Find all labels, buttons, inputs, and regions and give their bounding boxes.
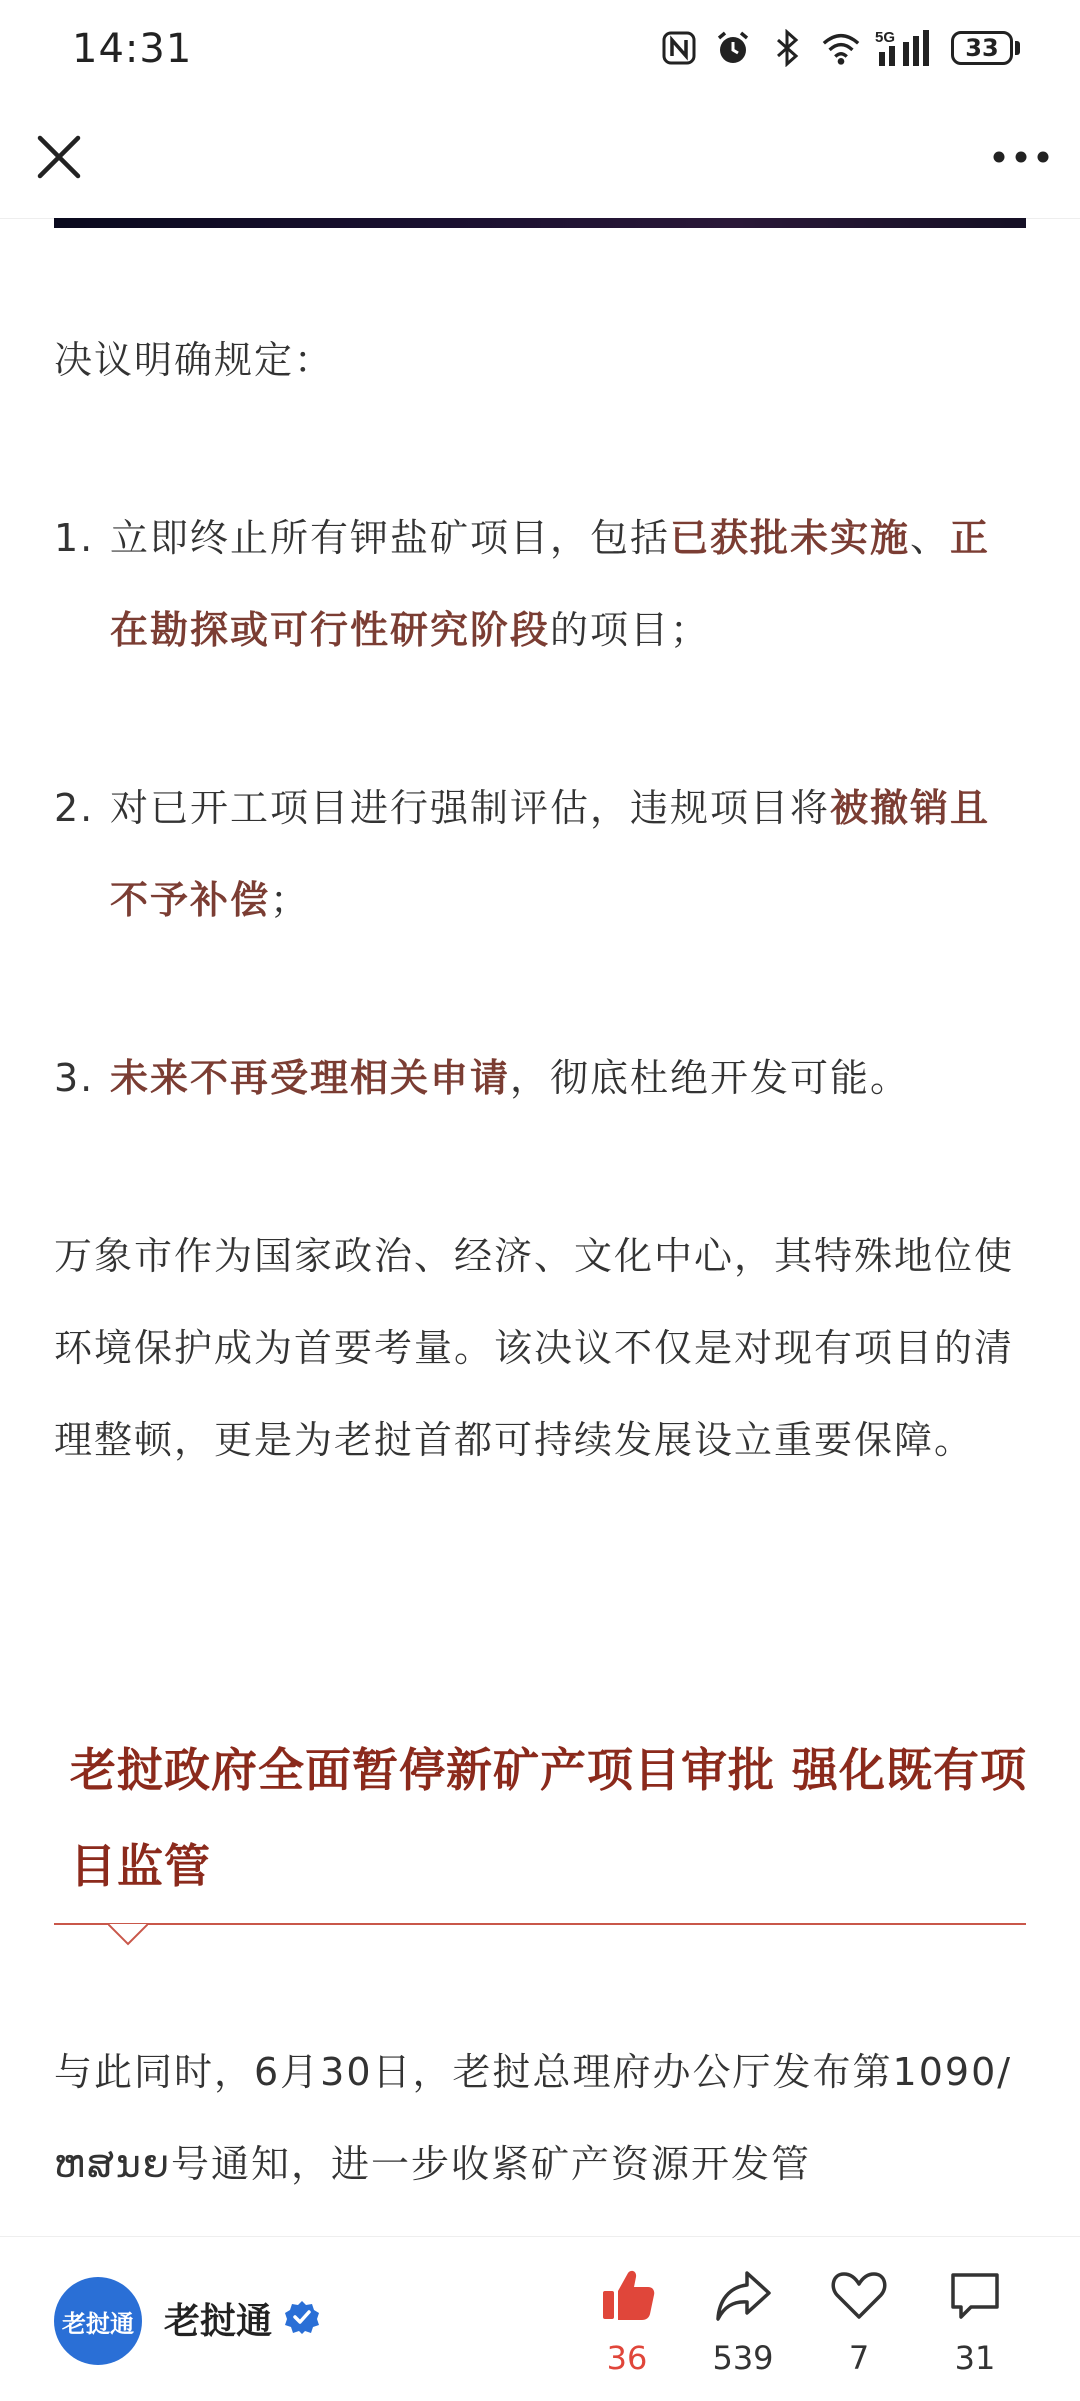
comment-icon <box>945 2265 1005 2325</box>
list-item-text <box>110 1032 1026 1124</box>
list-number: 3. <box>54 1056 95 1100</box>
alarm-icon <box>713 28 753 68</box>
list-number: 1. <box>54 516 95 560</box>
account-name[interactable]: 老挝通 <box>164 2301 273 2342</box>
network-type-label: 5G <box>875 29 896 46</box>
bluetooth-icon <box>767 28 807 68</box>
like-button[interactable] <box>582 2265 672 2377</box>
section-heading: 老挝政府全面暂停新矿产项目审批 强化既有项目监管 <box>70 1743 1028 1893</box>
nfc-icon <box>659 28 699 68</box>
bottom-action-bar <box>0 2236 1080 2401</box>
close-icon <box>28 126 90 188</box>
account-avatar[interactable]: 老挝通 <box>54 2277 142 2365</box>
share-button[interactable] <box>698 2265 788 2377</box>
intro-paragraph: 决议明确规定： <box>54 338 335 382</box>
highlighted-text: 已获批未实施 <box>670 516 911 560</box>
comment-count: 31 <box>954 2339 996 2377</box>
list-text-segment: ，彻底杜绝开发可能。 <box>510 1056 911 1100</box>
close-button[interactable] <box>28 126 90 188</box>
article-image-bottom-edge <box>54 218 1026 228</box>
status-icons <box>659 28 1020 68</box>
list-text-segment: 对已开工项目进行强制评估，违规项目将 <box>110 786 831 830</box>
battery-level: 33 <box>951 31 1013 65</box>
thumbs-up-icon <box>597 2265 657 2325</box>
body-paragraph-2: 与此同时，6月30日，老挝总理府办公厅发布第1090/ຫສນຍ号通知，进一步收紧矿产资源开发管 <box>54 2050 1013 2186</box>
more-button[interactable] <box>988 126 1054 188</box>
highlighted-text: 被撤销且不予补偿 <box>110 786 991 922</box>
signal-icon <box>875 28 937 68</box>
top-bar <box>0 100 1080 219</box>
list-text-segment: ； <box>270 878 311 922</box>
share-count: 539 <box>712 2339 774 2377</box>
list-text-segment: 、 <box>910 516 951 560</box>
list-number: 2. <box>54 786 95 830</box>
battery-tip <box>1015 41 1020 55</box>
list-item-text <box>110 762 1026 946</box>
comment-button[interactable] <box>930 2265 1020 2377</box>
share-icon <box>713 2265 773 2325</box>
status-time: 14:31 <box>72 26 193 72</box>
section-divider <box>54 1923 1026 1925</box>
body-paragraph: 万象市作为国家政治、经济、文化中心，其特殊地位使环境保护成为首要考量。该决议不仅是对现有项目的清理整顿，更是为老挝首都可持续发展设立重要保障。 <box>54 1234 1015 1462</box>
favorite-button[interactable] <box>814 2265 904 2377</box>
list-text-segment: 立即终止所有钾盐矿项目，包括 <box>110 516 671 560</box>
highlighted-text: 正在勘探或可行性研究阶段 <box>110 516 991 652</box>
divider-notch-icon <box>108 1924 148 1946</box>
list-item-1 <box>54 492 1026 676</box>
highlighted-text: 未来不再受理相关申请 <box>110 1056 511 1100</box>
like-count: 36 <box>606 2339 648 2377</box>
list-item-3 <box>54 1032 1026 1124</box>
list-item-text <box>110 492 1026 676</box>
favorite-count: 7 <box>848 2339 870 2377</box>
list-text-segment: 的项目； <box>550 608 711 652</box>
more-icon <box>988 126 1054 188</box>
wifi-icon <box>821 28 861 68</box>
status-bar <box>0 0 1080 100</box>
list-item-2 <box>54 762 1026 946</box>
battery-icon <box>951 31 1020 65</box>
verified-badge-icon <box>284 2299 320 2335</box>
heart-icon <box>829 2265 889 2325</box>
